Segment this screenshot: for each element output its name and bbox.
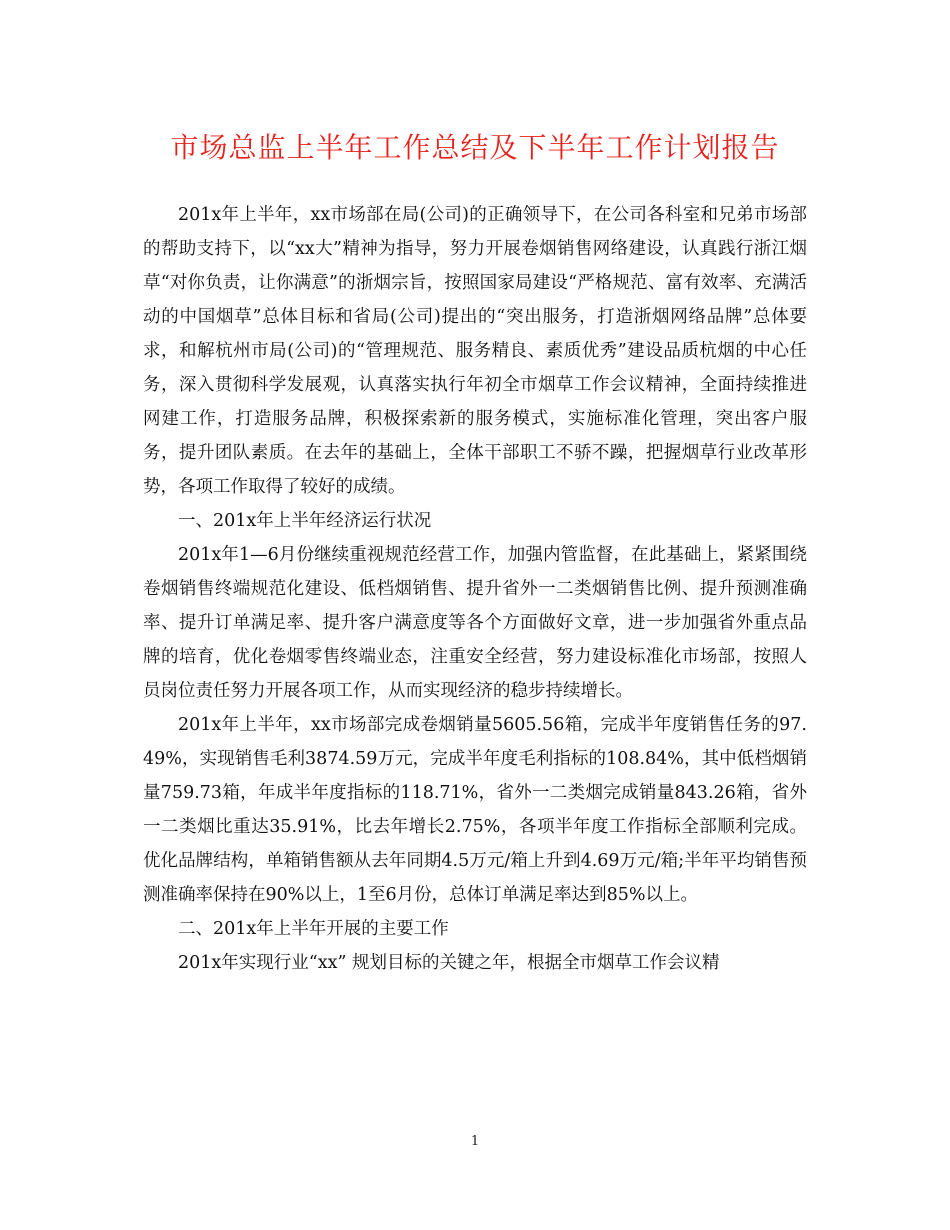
document-title: 市场总监上半年工作总结及下半年工作计划报告 xyxy=(170,131,780,164)
page-number: 1 xyxy=(470,1134,480,1149)
document-body xyxy=(143,198,807,980)
intro-paragraph: 201x年上半年，xx市场部在局(公司)的正确领导下，在公司各科室和兄弟市场部的帮助支持下，以“xx大”精神为指导，努力开展卷烟销售网络建设，认真践行浙江烟草“对你负责，让你满意”的浙烟宗旨，按照国家局建设“严格规范、富有效率、充满活动的中国烟草”总体目标和省局(公司)提出的“突出服务，打造浙烟网络品牌”总体要求，和解杭州市局(公司)的“管理规范、服务精良、素质优秀”建设品质杭烟的中心任务，深入贯彻科学发展观，认真落实执行年初全市烟草工作会议精神，全面持续推进网建工作，打造服务品牌，积极探索新的服务模式，实施标准化管理，突出客户服务，提升团队素质。在去年的基础上，全体干部职工不骄不躁，把握烟草行业改革形势，各项工作取得了较好的成绩。 xyxy=(143,205,807,497)
section-1-paragraph-1: 201x年1—6月份继续重视规范经营工作，加强内管监督，在此基础上，紧紧围绕卷烟销售终端规范化建设、低档烟销售、提升省外一二类烟销售比例、提升预测准确率、提升订单满足率、提升客户满意度等各个方面做好文章，进一步加强省外重点品牌的培育，优化卷烟零售终端业态，注重安全经营，努力建设标准化市场部，按照人员岗位责任努力开展各项工作，从而实现经济的稳步持续增长。 xyxy=(143,545,807,701)
section-heading-2: 二、201x年上半年开展的主要工作 xyxy=(178,919,449,939)
section-1-paragraph-2: 201x年上半年，xx市场部完成卷烟销量5605.56箱，完成半年度销售任务的97.49%，实现销售毛利3874.59万元，完成半年度毛利指标的108.84%，其中低档烟销量759.73箱，年成半年度指标的118.71%，省外一二类烟完成销量843.26箱，省外一二类烟比重达35.91%，比去年增长2.75%，各项半年度工作指标全部顺利完成。优化品牌结构，单箱销售额从去年同期4.5万元/箱上升到4.69万元/箱;半年平均销售预测准确率保持在90%以上，1至6月份，总体订单满足率达到85%以上。 xyxy=(143,715,807,905)
section-heading-1: 一、201x年上半年经济运行状况 xyxy=(178,511,432,531)
section-2-paragraph-1: 201x年实现行业“xx” 规划目标的关键之年，根据全市烟草工作会议精 xyxy=(178,953,720,973)
